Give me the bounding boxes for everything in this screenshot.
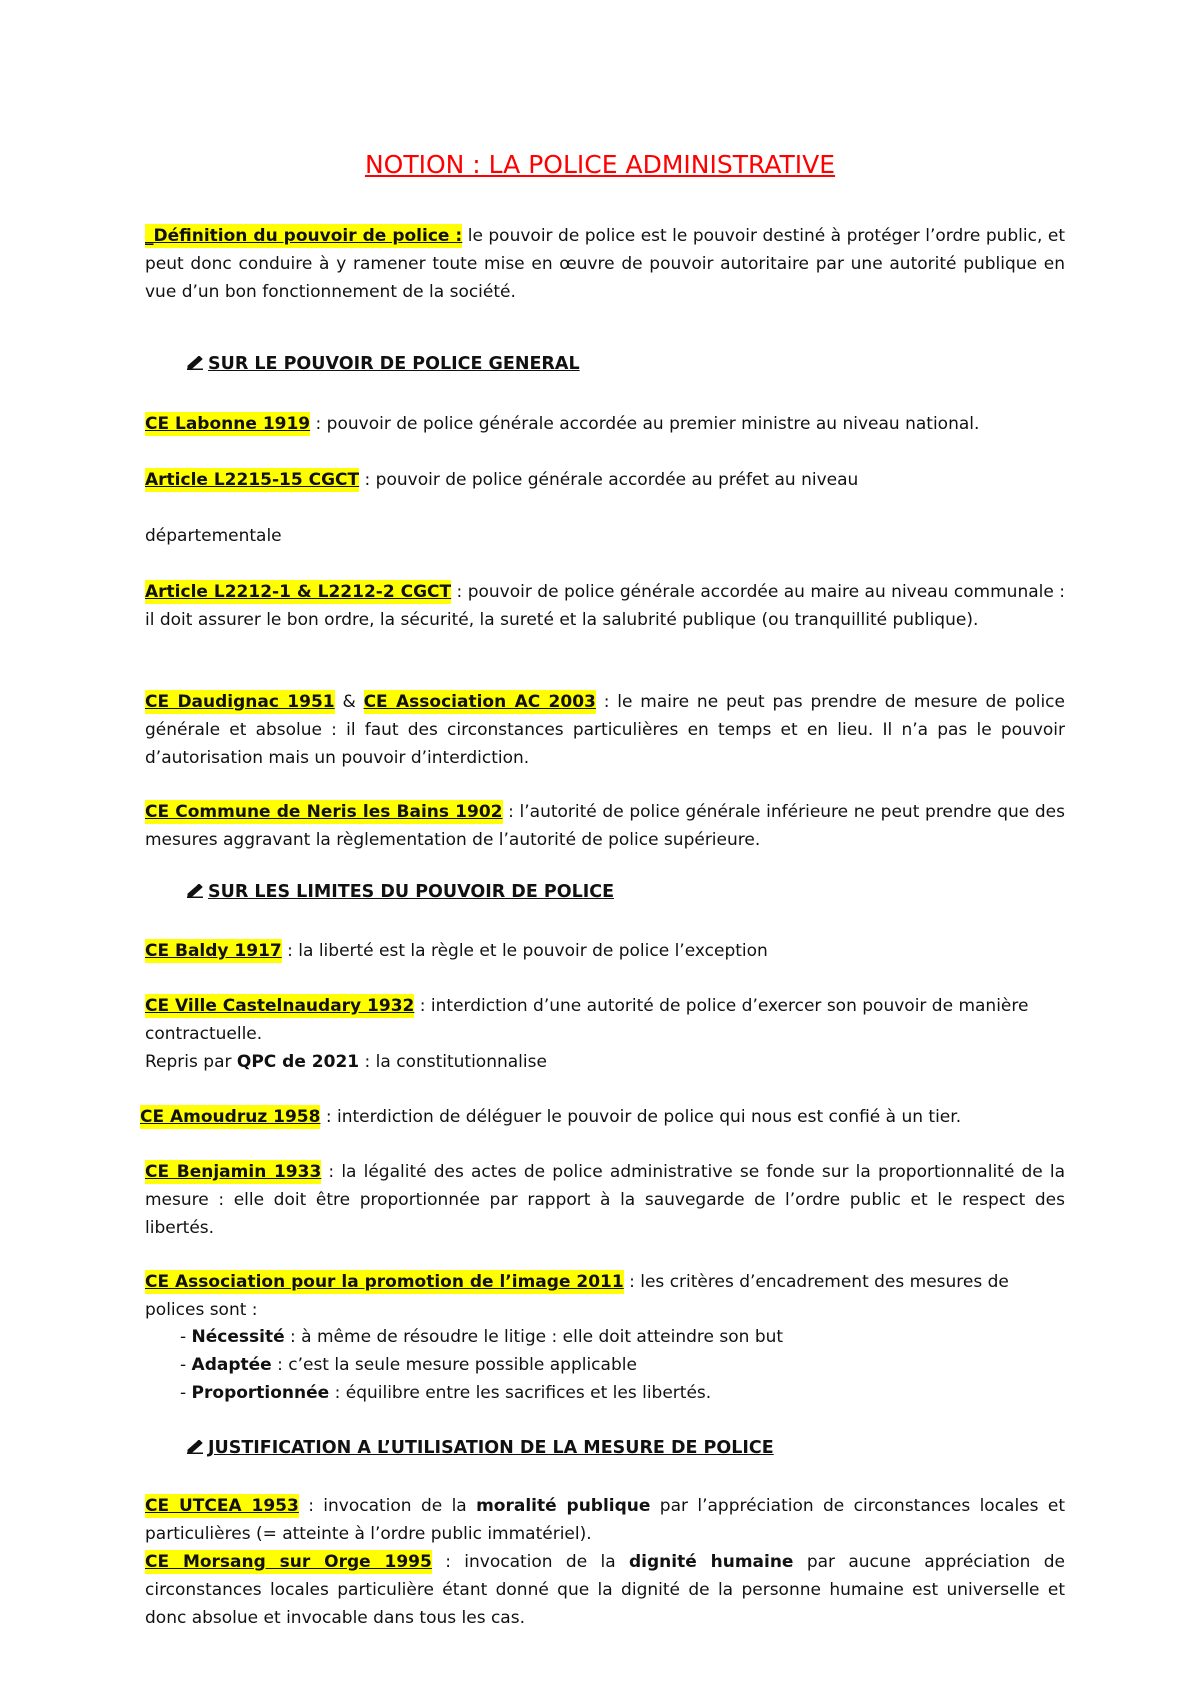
case-reference: CE Amoudruz 1958 [140, 1107, 321, 1127]
entry-image [145, 1268, 1065, 1324]
entry-text: : la légalité des actes de police administrative se fonde sur la proportionnalité de la mesure : elle doit être proportionnée par rapport à la sauvegarde de l’ordre public et le respect des libertés. [145, 1162, 1065, 1238]
case-reference: CE Labonne 1919 [145, 414, 311, 434]
case-reference: CE Daudignac 1951 [145, 692, 335, 712]
entry-labonne [145, 410, 1065, 438]
entry-text: : les critères d’encadrement des mesures de polices sont : [145, 1272, 1009, 1320]
section-title: JUSTIFICATION A L’UTILISATION DE LA MESURE DE POLICE [208, 1438, 774, 1458]
key-term: dignité humaine [629, 1552, 794, 1572]
entry-text: : invocation de la [431, 1552, 629, 1572]
entry-text: : pouvoir de police générale accordée au maire au niveau communale : il doit assurer le bon ordre, la sécurité, la sureté et la salubrité publique (ou tranquillité publique). [145, 582, 1065, 630]
case-reference: CE Benjamin 1933 [145, 1162, 322, 1182]
qpc-prefix: Repris par [145, 1052, 237, 1072]
entry-text: : la liberté est la règle et le pouvoir de police l’exception [281, 941, 768, 961]
case-reference: CE Baldy 1917 [145, 941, 282, 961]
ampersand: & [334, 692, 364, 712]
entry-text: : le maire ne peut pas prendre de mesure de police générale et absolue : il faut des circonstances particulières en temps et en lieu. Il n’a pas le pouvoir d’autorisation mais un pouvoir d’interdiction. [145, 692, 1065, 768]
entry-benjamin [145, 1158, 1065, 1242]
section-title: SUR LE POUVOIR DE POLICE GENERAL [208, 354, 580, 374]
entry-text: : la constitutionnalise [359, 1052, 547, 1072]
entry-l2215 [145, 466, 1065, 494]
entry-baldy [145, 937, 1065, 965]
pencil-icon [187, 884, 203, 898]
case-reference: CE Morsang sur Orge 1995 [145, 1552, 432, 1572]
entry-l2215-continuation: départementale [145, 526, 282, 546]
entry-qpc [145, 1048, 1065, 1076]
entry-text: par l’appréciation de circonstances locales et particulières (= atteinte à l’ordre public immatériel). [145, 1496, 1065, 1544]
entry-text: : invocation de la [298, 1496, 477, 1516]
section-heading-justification [187, 1438, 774, 1458]
case-reference: CE UTCEA 1953 [145, 1496, 299, 1516]
definition-paragraph [145, 222, 1065, 306]
case-reference: CE Association AC 2003 [363, 692, 596, 712]
entry-text: : interdiction de déléguer le pouvoir de police qui nous est confié à un tier. [320, 1107, 962, 1127]
entry-daudignac [145, 688, 1065, 772]
definition-label: _Définition du pouvoir de police : [145, 226, 463, 246]
entry-morsang [145, 1548, 1065, 1632]
qpc-reference: QPC de 2021 [236, 1052, 360, 1072]
key-term: moralité publique [476, 1496, 651, 1516]
list-item: - Nécessité : à même de résoudre le litige : elle doit atteindre son but [180, 1327, 784, 1347]
entry-l2212 [145, 578, 1065, 634]
entry-text: : pouvoir de police générale accordée au premier ministre au niveau national. [310, 414, 980, 434]
entry-text: : l’autorité de police générale inférieure ne peut prendre que des mesures aggravant la règlementation de l’autorité de police supérieure. [145, 802, 1065, 850]
section-heading-general [187, 354, 580, 374]
entry-text: : pouvoir de police générale accordée au préfet au niveau [359, 470, 859, 490]
entry-neris [145, 798, 1065, 854]
criteria-list [180, 1323, 783, 1407]
case-reference: CE Commune de Neris les Bains 1902 [145, 802, 503, 822]
entry-text: : interdiction d’une autorité de police d’exercer son pouvoir de manière contractuelle. [145, 996, 1029, 1044]
definition-text: le pouvoir de police est le pouvoir destiné à protéger l’ordre public, et peut donc conduire à y ramener toute mise en œuvre de pouvoir autoritaire par une autorité publique en vue d’un bon fonctionnement de la société. [145, 226, 1065, 302]
section-heading-limits [187, 882, 614, 902]
page-title: NOTION : LA POLICE ADMINISTRATIVE [364, 150, 836, 179]
pencil-icon [187, 1440, 203, 1454]
entry-amoudruz [140, 1103, 1060, 1131]
case-reference: Article L2212-1 & L2212-2 CGCT [145, 582, 452, 602]
section-title: SUR LES LIMITES DU POUVOIR DE POLICE [208, 882, 615, 902]
case-reference: CE Association pour la promotion de l’image 2011 [145, 1272, 624, 1292]
list-item: - Proportionnée : équilibre entre les sacrifices et les libertés. [180, 1383, 712, 1403]
entry-text: par aucune appréciation de circonstances locales particulière étant donné que la dignité de la personne humaine est universelle et donc absolue et invocable dans tous les cas. [145, 1552, 1065, 1628]
case-reference: CE Ville Castelnaudary 1932 [145, 996, 415, 1016]
case-reference: Article L2215-15 CGCT [145, 470, 360, 490]
entry-utcea [145, 1492, 1065, 1548]
entry-castelnaudary [145, 992, 1065, 1048]
list-item: - Adaptée : c’est la seule mesure possible applicable [180, 1355, 637, 1375]
pencil-icon [187, 356, 203, 370]
